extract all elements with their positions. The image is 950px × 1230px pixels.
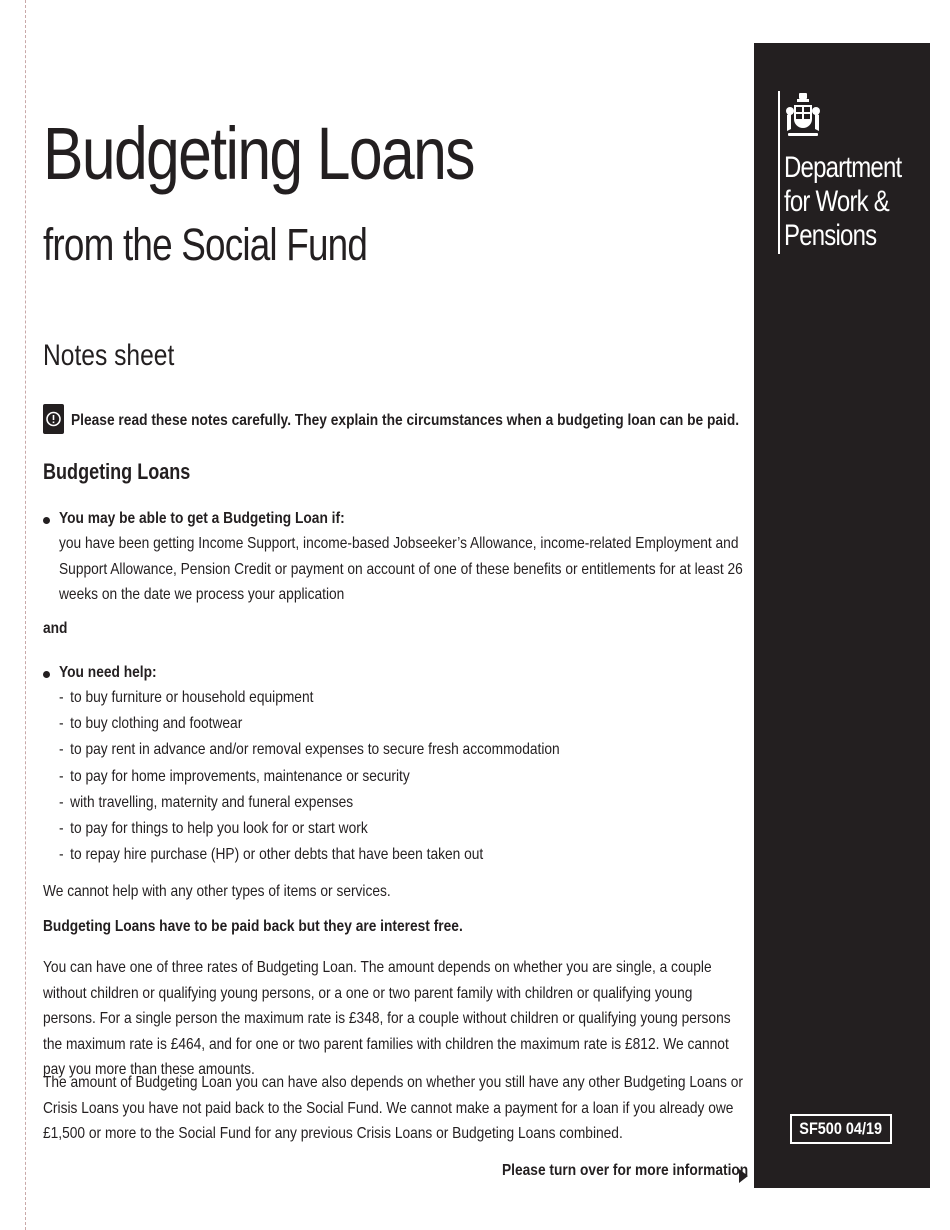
help-heading: You need help: bbox=[59, 664, 157, 681]
help-list bbox=[59, 685, 659, 868]
form-code: SF500 04/19 bbox=[799, 1119, 883, 1138]
fold-line bbox=[25, 0, 26, 1230]
and-connector: and bbox=[43, 620, 68, 637]
dwp-sidebar bbox=[754, 43, 930, 1188]
arrow-right-icon bbox=[739, 1169, 748, 1183]
section-heading: Budgeting Loans bbox=[43, 459, 191, 484]
interest-free-paragraph bbox=[43, 914, 863, 940]
important-notice bbox=[43, 404, 748, 436]
help-bullet bbox=[43, 660, 863, 870]
interest-free-text: Budgeting Loans have to be paid back but they are interest free. bbox=[43, 918, 463, 935]
list-item: - to buy clothing and footwear bbox=[59, 715, 243, 733]
other-loans-paragraph bbox=[43, 1070, 863, 1147]
exclamation-icon bbox=[43, 404, 64, 434]
list-item: - to repay hire purchase (HP) or other debts that have been taken out bbox=[59, 846, 484, 864]
eligibility-heading: You may be able to get a Budgeting Loan if: bbox=[59, 510, 345, 527]
royal-crest-icon bbox=[784, 91, 822, 141]
list-item: - to pay for things to help you look for or start work bbox=[59, 819, 368, 837]
bullet-point bbox=[43, 517, 50, 524]
list-item: - with travelling, maternity and funeral expenses bbox=[59, 793, 354, 811]
no-other-help-paragraph bbox=[43, 879, 863, 905]
list-item: - to buy furniture or household equipment bbox=[59, 689, 314, 706]
form-code-badge bbox=[790, 1114, 892, 1144]
list-item: - to pay for home improvements, maintenance or security bbox=[59, 767, 410, 785]
other-loans-text: The amount of Budgeting Loan you can have also depends on whether you still have any other Budgeting Loans or Crisis Loans you have not paid back to the Social Fund. We cannot make a payment for a loan if you already owe £1,500 or more to the Social Fund for any previous Crisis Loans or Budgeting Loans combined. bbox=[43, 1074, 743, 1142]
eligibility-bullet bbox=[43, 506, 863, 606]
document-subtitle: from the Social Fund bbox=[43, 219, 368, 270]
document-title: Budgeting Loans bbox=[43, 112, 474, 195]
rates-text: You can have one of three rates of Budgeting Loan. The amount depends on whether you are single, a couple without children or qualifying young persons, or a one or two parent family with children or qualifying young persons. For a single person the maximum rate is £348, for a couple without children or qualifying young persons the maximum rate is £464, and for one or two parent families with children the maximum rate is £812. We cannot pay you more than these amounts. bbox=[43, 959, 731, 1078]
department-name: Department for Work & Pensions bbox=[784, 151, 902, 252]
bullet-point bbox=[43, 671, 50, 678]
notes-sheet-heading: Notes sheet bbox=[43, 339, 175, 372]
rates-paragraph bbox=[43, 955, 863, 1083]
list-item: - to pay rent in advance and/or removal expenses to secure fresh accommodation bbox=[59, 741, 560, 759]
turn-over-note bbox=[502, 1162, 748, 1188]
no-other-help-text: We cannot help with any other types of items or services. bbox=[43, 883, 391, 900]
notice-text: Please read these notes carefully. They explain the circumstances when a budgeting loan can be paid. bbox=[71, 412, 740, 429]
turn-over-text: Please turn over for more information bbox=[502, 1162, 749, 1179]
logo-rule bbox=[778, 91, 780, 254]
eligibility-body: you have been getting Income Support, income-based Jobseeker’s Allowance, income-related Employment and Support Allowance, Pension Credit or payment on account of one of these benefits or entitlements for at least 26 weeks on the date we process your application bbox=[59, 535, 743, 603]
notes-sheet-content bbox=[43, 0, 748, 1230]
